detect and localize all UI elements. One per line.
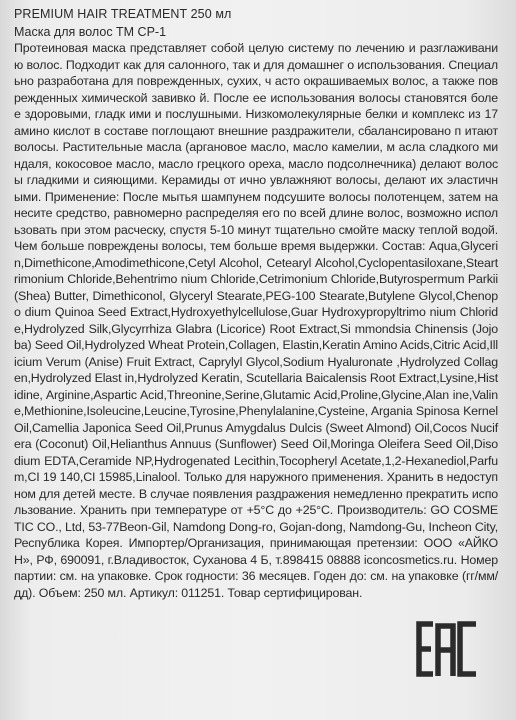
usage-instructions: Применение: После мытья шампунем подсушите волосы полотенцем, затем нанесите средство, равномерно распределяя его по всей длине волос, возможно использовать при этом расческу, спустя 5-10 минут тщательно смойте маску теплой водой. Чем больше повреждены волосы, тем больше время выдержки. xyxy=(14,189,499,253)
product-subtitle: Маска для волос ТМ CP-1 xyxy=(14,25,167,39)
batch-info: Номер партии: см. на упаковке. Срок годности: 36 месяцев. Годен до: см. на упаковке (гг/мм/дд). Объем: 250 мл. Артикул: 011251. Товар сертифицирован. xyxy=(14,552,498,600)
product-title: PREMIUM HAIR TREATMENT 250 мл xyxy=(14,7,232,21)
label-text-block xyxy=(14,6,498,601)
manufacturer-info: Производитель: GO COSMETIC CO., Ltd, 53-77Beon-Gil, Namdong Dong-ro, Gojan-dong, Namdong-Gu, Incheon City, Республика Корея. xyxy=(14,503,498,550)
importer-info: Импортер/Организация, принимающая претензии: ООО «АЙКОН», РФ, 690091, г.Владивосток, Суханова 4 Б, т.898415 08888 iconcosmetics.ru. xyxy=(14,536,498,567)
ingredients-list: Состав: Aqua,Glycerin,Dimethicone,Amodimethicone,Cetyl Alcohol, Cetearyl Alcohol,Cyclopentasiloxane,Steartrimonium Chloride,Behentrimo nium Chloride,Cetrimonium Chloride,Butyrospermum Parkii (Shea) Butter, Dimethiconol, Glyceryl Stearate,PEG-100 Stearate,Butylene Glycol,Chenopo dium Quinoa Seed Extract,Hydroxyethylcellulose,Guar Hydroxypropyltrimo nium Chloride,Hydrolyzed Silk,Glycyrrhiza Glabra (Licorice) Root Extract,Si mmondsia Chinensis (Jojoba) Seed Oil,Hydrolyzed Wheat Protein,Collagen, Elastin,Keratin Amino Acids,Citric Acid,Illicium Verum (Anise) Fruit Extract, Caprylyl Glycol,Sodium Hyaluronate ,Hydrolyzed Collagen,Hydrolyzed Elast in,Hydrolyzed Keratin, Scutellaria Baicalensis Root Extract,Lysine,Histidine, Arginine,Aspartic Acid,Threonine,Serine,Glutamic Acid,Proline,Glycine,Alan ine,Valine,Methionine,Isoleucine,Leucine,Tyrosine,Phenylalanine,Cysteine, Argania Spinosa Kernel Oil,Camellia Japonica Seed Oil,Prunus Amygdalus Dulcis (Sweet Almond) Oil,Cocos Nucifera (Coconut) Oil,Helianthus Annuus (Sunflower) Seed Oil,Moringa Oleifera Seed Oil,Disodium EDTA,Ceramide NP,Hydrogenated Lecithin,Tocopheryl Acetate,1,2-Hexanediol,Parfum,CI 19 140,CI 15985,Linalool. xyxy=(14,239,498,484)
label-body-text xyxy=(14,40,498,601)
product-description: Протеиновая маска представляет собой целую систему по лечению и разглаживанию волос. Подходит как для салонного, так и для домашнег о использования. Специально разработана для поврежденных, сухих, ч асто окрашиваемых волос, а также поврежденных химической завивко й. После ее использования волосы становятся более здоровыми, гладк ими и послушными. Низкомолекулярные белки и комплекс из 17 амино кислот в составе поглощают внешние раздражители, сбалансировано п итают волосы. Растительные масла (аргановое масло, масло камелии, м асла сладкого миндаля, кокосовое масло, масло грецкого ореха, масло подсолнечника) делают волосы гладкими и сияющими. Керамиды от ично увлажняют волосы, делают их эластичными. xyxy=(14,41,498,204)
warnings-text: Только для наружного применения. Хранить в недоступном для детей месте. В случае появления раздражения немедленно прекратить использование. Хранить при температуре от +5°С до +25°С. xyxy=(14,470,498,517)
eac-conformity-mark-icon xyxy=(416,620,480,678)
